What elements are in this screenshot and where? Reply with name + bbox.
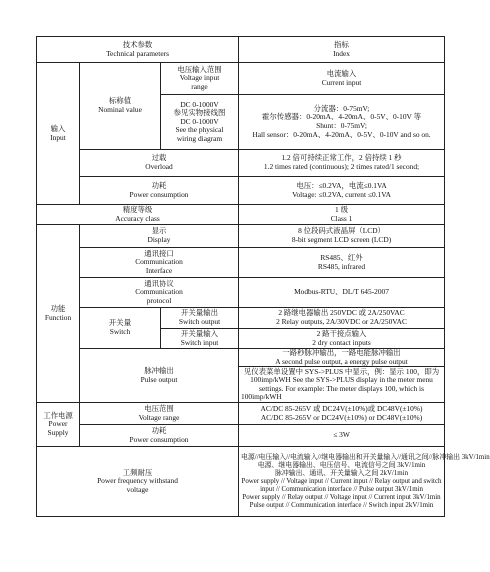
current-input-zh: 电流输入 <box>326 68 357 78</box>
wiring-en2: wiring diagram <box>176 133 223 143</box>
function-group-en: Function <box>44 312 72 322</box>
header-param-cell <box>37 37 239 63</box>
withstand-label-en2: voltage <box>126 484 149 494</box>
header-index-zh: 指标 <box>334 39 349 49</box>
supply-power-value: ≤ 3W <box>333 430 350 440</box>
dc-range-en: DC 0-1000V <box>180 116 219 126</box>
comm-if-value-zh: RS485、红外 <box>320 252 363 262</box>
input-group-cell <box>37 63 80 205</box>
overload-value-cell <box>239 150 445 177</box>
supply-power-row <box>37 425 445 447</box>
comm-proto-value: Modbus-RTU、DL/T 645-2007 <box>294 287 389 297</box>
withstand-line: input // Communication interface // Pulse output 3kV/1min <box>260 485 423 493</box>
comm-proto-label-en1: Communication <box>135 287 183 297</box>
supply-group-en1: Power <box>48 419 68 429</box>
nominal-label-zh: 标称值 <box>108 96 132 106</box>
withstand-row <box>37 447 445 517</box>
accuracy-value-cell <box>239 205 445 225</box>
switch-out-label-cell <box>161 308 239 329</box>
overload-label-cell <box>80 150 239 177</box>
dc-range: DC 0-1000V <box>180 99 219 109</box>
comm-proto-value-cell <box>239 278 445 308</box>
pulse-label-cell <box>80 349 239 403</box>
input-power-row <box>37 177 445 205</box>
overload-row <box>37 150 445 177</box>
pulse-line1-cell <box>239 349 445 367</box>
input-power-value-en: Voltage: ≤0.2VA, current ≤0.1VA <box>292 189 391 199</box>
input-group-zh: 输入 <box>50 123 66 133</box>
current-input-en: Current input <box>321 77 362 87</box>
supply-voltage-value-en: AC/DC 85-265V or DC24V(±10%) or DC48V(±10%) <box>260 412 423 422</box>
supply-group-zh: 工作电源 <box>43 410 73 420</box>
switch-label-cell <box>80 308 161 349</box>
hall-zh: 霍尔传感器：0-20mA、4-20mA、0-5V、0-10V 等 <box>262 112 421 122</box>
display-label-zh: 显示 <box>151 226 167 236</box>
pulse-line1-zh: 一路秒脉冲输出，一路电能脉冲输出 <box>282 348 401 357</box>
hall-en: Hall sensor：0-20mA、4-20mA、0-5V、0-10V and so on. <box>252 129 431 139</box>
input-group-en: Input <box>50 132 66 142</box>
comm-if-label-zh: 通讯接口 <box>144 248 174 258</box>
sensor-cell <box>239 95 445 150</box>
input-power-label-en: Power consumption <box>129 189 189 199</box>
comm-proto-label-cell <box>80 278 239 308</box>
shunt-zh: 分流器：0-75mV; <box>313 103 370 113</box>
switch-out-value-en: 2 Relay outputs, 2A/30VDC or 2A/250VAC <box>276 317 407 326</box>
withstand-line: 电源、继电器输出、电压信号、电流信号之间 3kV/1min <box>257 461 426 469</box>
comm-proto-label-zh: 通讯协议 <box>144 278 174 288</box>
supply-power-value-cell <box>239 425 445 447</box>
withstand-line: 电源//电压输入//电流输入//继电器输出和开关量输入//通讯之间//脉冲输出 3kV/1min <box>241 453 490 461</box>
header-param-en: Technical parameters <box>106 48 169 58</box>
pulse-row-1 <box>37 349 445 367</box>
header-index-en: Index <box>333 48 350 58</box>
switch-in-label-en: Switch input <box>180 337 219 347</box>
switch-out-value-zh: 2 路继电器输出 250VDC 或 2A/250VAC <box>278 308 405 318</box>
pulse-desc: 见仪表菜单设置中 SYS->PLUS 中显示，例：显示 100，即为 100imp/kWH See the SYS->PLUS display in the meter menu settings. For example: The meter displays 100, which is 100imp/kWH <box>241 366 440 402</box>
switch-out-label-en: Switch output <box>178 317 221 326</box>
dc-range-cell <box>161 95 239 150</box>
switch-in-value-en: 2 dry contact inputs <box>312 337 371 347</box>
display-value-zh: 8 位段码式液晶屏（LCD） <box>298 226 385 236</box>
supply-group-cell <box>37 403 80 447</box>
input-power-value-zh: 电压：≤0.2VA，电流≤0.1VA <box>296 180 387 190</box>
comm-protocol-row <box>37 278 445 308</box>
withstand-label-zh: 工频耐压 <box>122 467 153 477</box>
supply-voltage-label-zh: 电压范围 <box>144 404 174 414</box>
display-label-cell <box>80 225 239 248</box>
header-row <box>37 37 445 63</box>
pulse-label-zh: 脉冲输出 <box>144 366 174 375</box>
accuracy-value-en: Class 1 <box>330 213 353 223</box>
display-row <box>37 225 445 248</box>
switch-in-value-zh: 2 路干接点输入 <box>316 328 367 338</box>
accuracy-value-zh: 1 级 <box>335 204 348 214</box>
shunt-en: Shunt：0-75mV; <box>316 121 367 130</box>
voltage-range-en2: range <box>191 81 208 91</box>
switch-in-value-cell <box>239 329 445 349</box>
withstand-line: 脉冲输出、通讯、开关量输入之间 2kV/1min <box>274 469 409 477</box>
comm-if-label-en2: Interface <box>145 265 173 275</box>
supply-voltage-value-zh: AC/DC 85-265V 或 DC24V(±10%)或 DC48V(±10%) <box>260 404 423 414</box>
accuracy-label-cell <box>37 205 239 225</box>
pulse-label-en: Pulse output <box>140 374 178 384</box>
comm-proto-label-en2: protocol <box>146 295 172 305</box>
withstand-line: Power supply // Voltage input // Current input // Relay output and switch <box>241 477 442 485</box>
display-value-cell <box>239 225 445 248</box>
comm-if-value-cell <box>239 248 445 278</box>
current-input-cell <box>239 63 445 95</box>
overload-value-zh: 1.2 倍可持续正常工作，2 倍持续 1 秒 <box>281 153 402 163</box>
voltage-range-cell <box>161 63 239 95</box>
nominal-row-1 <box>37 63 445 95</box>
wiring-zh: 参见实物接线图 <box>173 108 226 118</box>
comm-interface-row <box>37 248 445 278</box>
supply-power-label-en: Power consumption <box>129 434 189 444</box>
supply-voltage-label-cell <box>80 403 239 425</box>
input-power-label-cell <box>80 177 239 205</box>
switch-in-label-zh: 开关量输入 <box>181 328 218 338</box>
comm-if-value-en: RS485, infrared <box>317 261 366 271</box>
supply-voltage-value-cell <box>239 403 445 425</box>
voltage-range-en1: Voltage input <box>179 73 220 83</box>
header-index-cell <box>239 37 445 63</box>
header-param-zh: 技术参数 <box>122 39 153 49</box>
supply-power-label-zh: 功耗 <box>151 426 167 436</box>
withstand-line: Power supply // Relay output // Voltage input // Current input 3kV/1min <box>242 493 441 501</box>
withstand-value-cell <box>239 447 490 517</box>
voltage-range-zh: 电压输入范围 <box>177 64 222 74</box>
pulse-desc-cell <box>239 367 445 403</box>
switch-in-label-cell <box>161 329 239 349</box>
supply-power-label-cell <box>80 425 239 447</box>
display-value-en: 8-bit segment LCD screen (LCD) <box>291 235 392 244</box>
pulse-line1-en: A second pulse output, a energy pulse output <box>275 356 408 366</box>
accuracy-label-en: Accuracy class <box>115 213 160 223</box>
overload-label-zh: 过载 <box>151 153 167 163</box>
accuracy-row <box>37 205 445 225</box>
display-label-en: Display <box>147 235 171 244</box>
function-group-cell <box>37 225 80 403</box>
overload-label-en: Overload <box>145 162 173 171</box>
withstand-label-cell <box>37 447 239 517</box>
switch-output-row <box>37 308 445 329</box>
switch-out-label-zh: 开关量输出 <box>181 308 218 318</box>
nominal-label-en: Nominal value <box>98 105 142 114</box>
withstand-label-en1: Power frequency withstand <box>97 476 178 486</box>
comm-if-label-en1: Communication <box>135 257 183 267</box>
supply-group-en2: Supply <box>47 427 69 437</box>
wiring-en1: See the physical <box>175 125 224 135</box>
switch-out-value-cell <box>239 308 445 329</box>
switch-label-en: Switch <box>109 327 131 336</box>
switch-label-zh: 开关量 <box>108 318 132 328</box>
input-power-label-zh: 功耗 <box>151 180 167 190</box>
input-power-value-cell <box>239 177 445 205</box>
accuracy-label-zh: 精度等级 <box>122 204 153 214</box>
nominal-label-cell <box>80 63 161 150</box>
supply-voltage-label-en: Voltage range <box>138 412 180 422</box>
overload-value-en: 1.2 times rated (continuous); 2 times rated/1 second; <box>263 162 420 171</box>
supply-voltage-row <box>37 403 445 425</box>
comm-if-label-cell <box>80 248 239 278</box>
function-group-zh: 功能 <box>50 304 66 313</box>
technical-parameters-table <box>36 36 490 517</box>
withstand-line: Pulse output // Communication interface // Switch input 2kV/1min <box>249 501 434 509</box>
